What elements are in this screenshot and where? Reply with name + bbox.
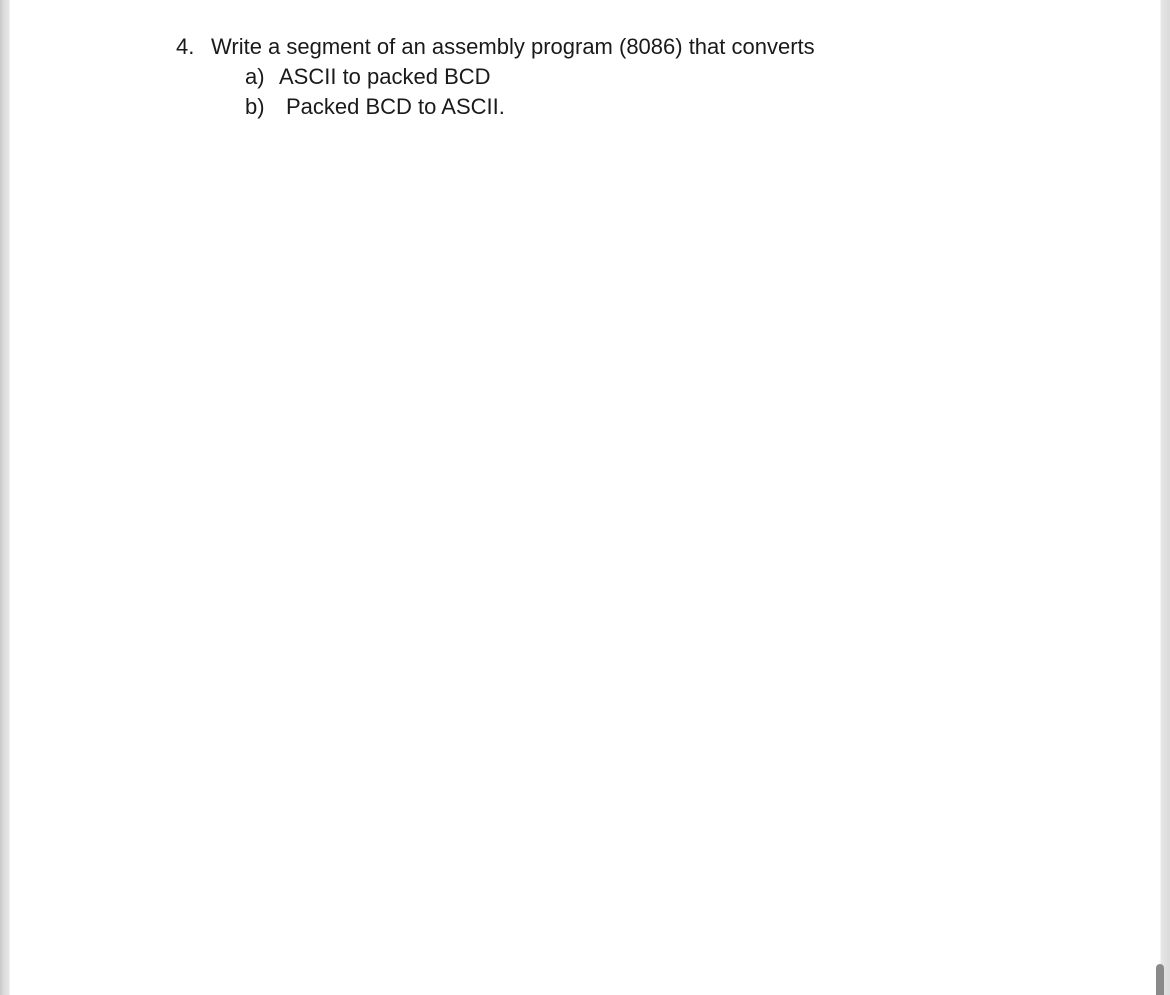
part-label-b: b)	[245, 94, 265, 119]
document-page	[10, 0, 1160, 995]
part-label-a: a)	[245, 64, 265, 89]
question-line	[176, 32, 815, 62]
question-part-b	[245, 92, 815, 122]
part-text-a: ASCII to packed BCD	[279, 64, 491, 89]
question-text: Write a segment of an assembly program (8086) that converts	[211, 34, 815, 59]
question-4	[176, 32, 815, 122]
question-parts	[245, 62, 815, 122]
question-part-a	[245, 62, 815, 92]
part-text-b: Packed BCD to ASCII.	[286, 94, 505, 119]
scrollbar-thumb[interactable]	[1156, 964, 1164, 995]
question-number: 4.	[176, 34, 195, 59]
